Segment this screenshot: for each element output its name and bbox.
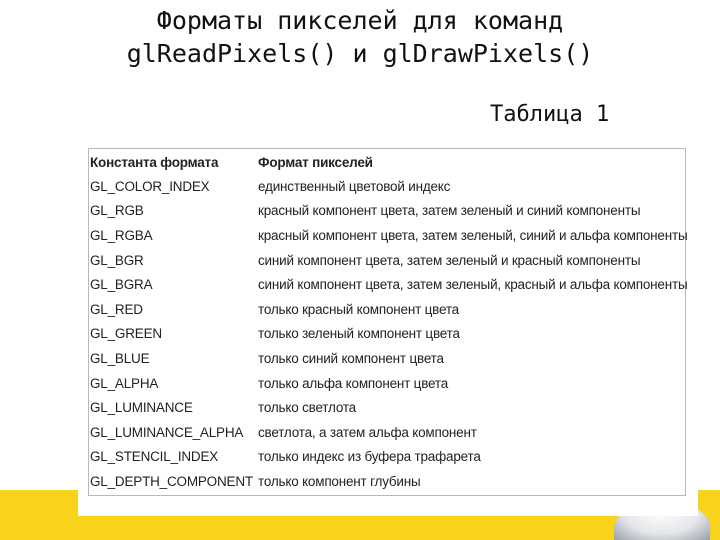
table-row	[88, 223, 687, 248]
cell-format: синий компонент цвета, затем зеленый, красный и альфа компоненты	[258, 277, 688, 293]
cell-constant: GL_GREEN	[90, 326, 162, 342]
table-row	[88, 395, 687, 420]
cell-constant: GL_COLOR_INDEX	[90, 178, 210, 194]
cell-constant: GL_RGBA	[90, 227, 153, 243]
table-row	[88, 371, 687, 396]
table-row	[88, 199, 687, 224]
header-constant: Константа формата	[90, 154, 219, 170]
cell-format: только красный компонент цвета	[258, 301, 459, 317]
table-row	[88, 346, 687, 371]
cell-format: только синий компонент цвета	[258, 350, 444, 366]
table-caption: Таблица 1	[490, 102, 610, 127]
cell-constant: GL_STENCIL_INDEX	[90, 449, 219, 465]
cell-constant: GL_DEPTH_COMPONENT	[90, 473, 253, 489]
cell-constant: GL_LUMINANCE	[90, 400, 193, 416]
cell-format: только компонент глубины	[258, 473, 421, 489]
table-row	[88, 297, 687, 322]
cell-constant: GL_BGRA	[90, 277, 153, 293]
table-row	[88, 248, 687, 273]
header-format: Формат пикселей	[258, 154, 373, 170]
cell-constant: GL_LUMINANCE_ALPHA	[90, 424, 244, 440]
table-row	[88, 445, 687, 470]
cell-format: только альфа компонент цвета	[258, 375, 449, 391]
cell-format: синий компонент цвета, затем зеленый и красный компоненты	[258, 252, 641, 268]
cell-format: красный компонент цвета, затем зеленый и синий компоненты	[258, 203, 641, 219]
slide-title-line-2: glReadPixels() и glDrawPixels()	[126, 39, 594, 68]
table-row	[88, 322, 687, 347]
table-row	[88, 420, 687, 445]
cell-format: единственный цветовой индекс	[258, 178, 451, 194]
table-row	[88, 174, 687, 199]
slide-title-line-1: Форматы пикселей для команд	[156, 6, 564, 35]
table-panel	[78, 142, 698, 516]
table-row	[88, 469, 687, 494]
cell-format: только светлота	[258, 400, 356, 416]
cell-constant: GL_BGR	[90, 252, 144, 268]
cell-format: только зеленый компонент цвета	[258, 326, 460, 342]
slide-title	[0, 4, 720, 70]
cell-constant: GL_RGB	[90, 203, 144, 219]
cell-constant: GL_RED	[90, 301, 143, 317]
cell-constant: GL_BLUE	[90, 350, 150, 366]
cell-format: светлота, а затем альфа компонент	[258, 424, 477, 440]
cell-format: только индекс из буфера трафарета	[258, 449, 481, 465]
table-header-row	[88, 150, 687, 174]
cell-format: красный компонент цвета, затем зеленый, синий и альфа компоненты	[258, 227, 688, 243]
table-row	[88, 272, 687, 297]
cell-constant: GL_ALPHA	[90, 375, 159, 391]
pixel-formats-table	[88, 150, 687, 494]
